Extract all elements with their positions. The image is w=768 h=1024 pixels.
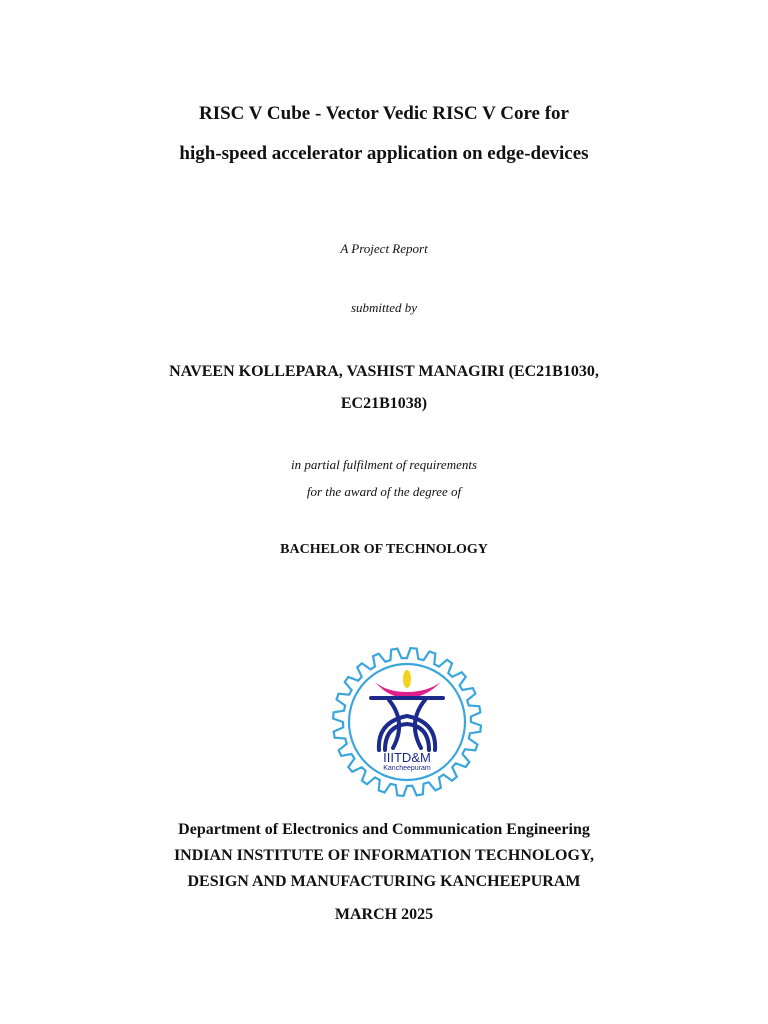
department-name: Department of Electronics and Communication Engineering <box>178 821 590 838</box>
institute-line-2: DESIGN AND MANUFACTURING KANCHEEPURAM <box>187 873 581 890</box>
report-title-line-1: RISC V Cube - Vector Vedic RISC V Core for <box>198 103 569 124</box>
authors-line-2: EC21B1038) <box>340 395 428 412</box>
report-title-line-2: high-speed accelerator application on edge-devices <box>179 143 589 164</box>
fulfilment-line-1: in partial fulfilment of requirements <box>290 457 478 472</box>
logo-head <box>403 670 411 688</box>
institute-logo <box>327 644 487 800</box>
report-type: A Project Report <box>340 241 428 256</box>
submission-date: MARCH 2025 <box>334 906 434 923</box>
submitted-by-label: submitted by <box>350 300 418 315</box>
institute-line-1: INDIAN INSTITUTE OF INFORMATION TECHNOLOGY, <box>173 847 595 864</box>
degree-name: BACHELOR OF TECHNOLOGY <box>280 542 488 557</box>
logo-figure <box>371 698 443 750</box>
fulfilment-line-2: for the award of the degree of <box>306 484 462 499</box>
authors-line-1: NAVEEN KOLLEPARA, VASHIST MANAGIRI (EC21B1030, <box>169 363 599 380</box>
logo-place: Kancheepuram <box>383 765 431 772</box>
logo-name: IIITD&M <box>383 750 431 765</box>
